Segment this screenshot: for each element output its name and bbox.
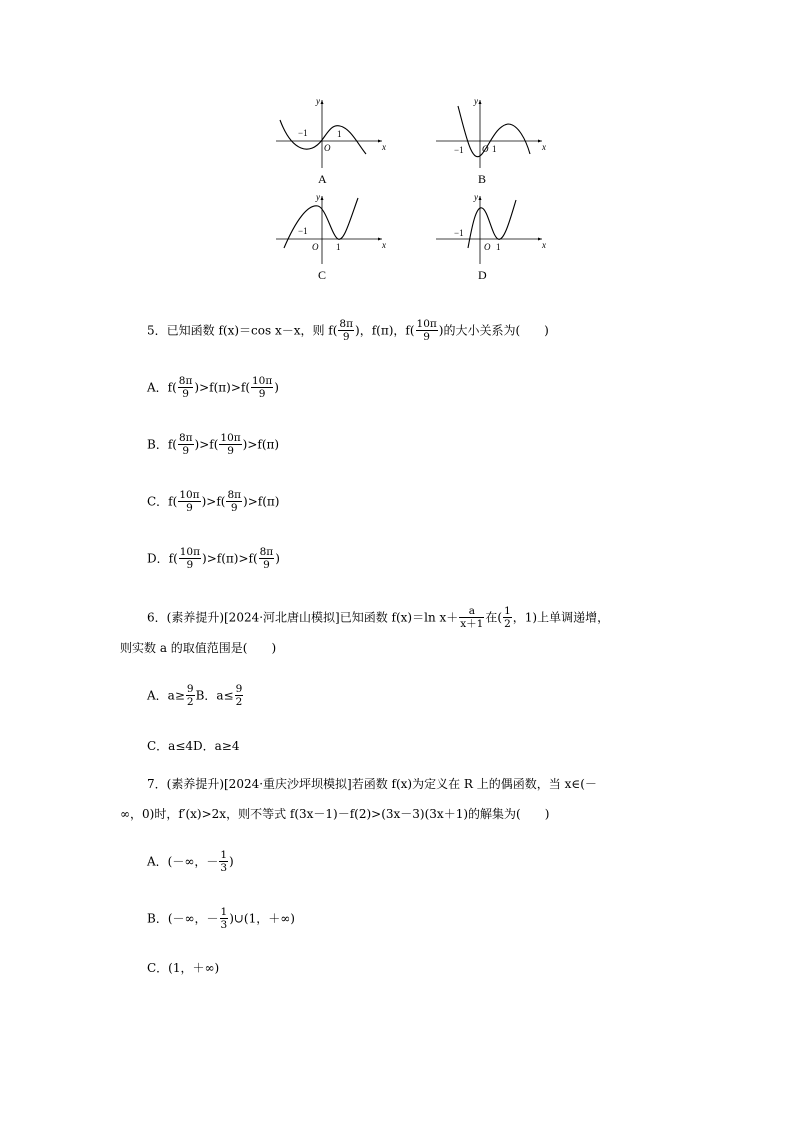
q6-options-cd: C．a≤4D．a≥4 <box>147 739 240 753</box>
q5-option-a: A．f( $\frac{8\pi}{9}$ )>f(π)>f( $\frac{10\pi}{9}$ ) <box>147 375 279 400</box>
q5-option-c: C．f( $\frac{10\pi}{9}$ )>f( $\frac{8\pi}{9}$ )>f(π) <box>147 489 280 514</box>
graph-d-origin: O <box>484 242 491 252</box>
graph-a-caption: A <box>318 172 327 186</box>
graph-c-y-label: y <box>316 192 320 202</box>
q6-stem-line2: 则实数 a 的取值范围是( ) <box>120 641 277 655</box>
graph-c-x-label: x <box>382 240 386 250</box>
q5-stem: 5．已知函数 f(x)＝cos x－x，则 f( $\frac{8\pi}{9}$ )，f(π)，f( $\frac{10\pi}{9}$ )的大小关系为( ) <box>147 318 549 343</box>
graph-b <box>430 96 548 170</box>
graph-d-neg1: −1 <box>454 228 464 238</box>
graph-b-x-label: x <box>542 142 546 152</box>
q5-option-d: D．f( $\frac{10\pi}{9}$ )>f(π)>f( $\frac{8\pi}{9}$ ) <box>147 546 280 571</box>
graph-b-1: 1 <box>492 144 497 154</box>
graph-b-neg1: −1 <box>454 145 464 155</box>
q7-option-c: C．(1，＋∞) <box>147 961 220 975</box>
graph-d-caption: D <box>478 268 487 282</box>
graph-a-1: 1 <box>337 129 342 139</box>
graph-b-y-label: y <box>474 96 478 106</box>
q7-stem: 7．(素养提升)[2024·重庆沙坪坝模拟]若函数 f(x)为定义在 R 上的偶函数，当 x∈(－ <box>147 777 597 791</box>
q6-options-ab: A．a≥ $\frac{9}{2}$ B．a≤ $\frac{9}{2}$ <box>147 683 243 708</box>
graph-d-1: 1 <box>496 242 501 252</box>
graph-c <box>270 192 388 266</box>
graph-a-x-label: x <box>382 142 386 152</box>
graph-a-neg1: −1 <box>298 128 308 138</box>
graph-d-x-label: x <box>542 240 546 250</box>
graph-b-caption: B <box>478 172 487 186</box>
graph-a-y-label: y <box>316 96 320 106</box>
q5-option-b: B．f( $\frac{8\pi}{9}$ )>f( $\frac{10\pi}{9}$ )>f(π) <box>147 432 280 457</box>
q7-stem-line2: ∞，0)时，f′(x)>2x，则不等式 f(3x－1)－f(2)>(3x－3)(3x＋1)的解集为( ) <box>120 807 550 821</box>
graph-c-1: 1 <box>336 242 341 252</box>
graph-a-origin: O <box>324 143 331 153</box>
q7-option-b: B．(－∞，－ $\frac{1}{3}$ )∪(1，＋∞) <box>147 906 295 931</box>
q6-stem: 6．(素养提升)[2024·河北唐山模拟]已知函数 f(x)＝ln x＋ $\frac{a}{x+1}$ 在( $\frac{1}{2}$ ，1)上单调递增， <box>147 605 610 630</box>
graph-c-caption: C <box>318 268 327 282</box>
graph-c-origin: O <box>312 242 319 252</box>
graph-a <box>270 96 388 170</box>
graph-d <box>430 192 548 266</box>
graph-b-origin: O <box>482 144 489 154</box>
graph-c-neg1: −1 <box>298 226 308 236</box>
q7-option-a: A．(－∞，－ $\frac{1}{3}$ ) <box>147 849 234 874</box>
graph-d-y-label: y <box>474 192 478 202</box>
